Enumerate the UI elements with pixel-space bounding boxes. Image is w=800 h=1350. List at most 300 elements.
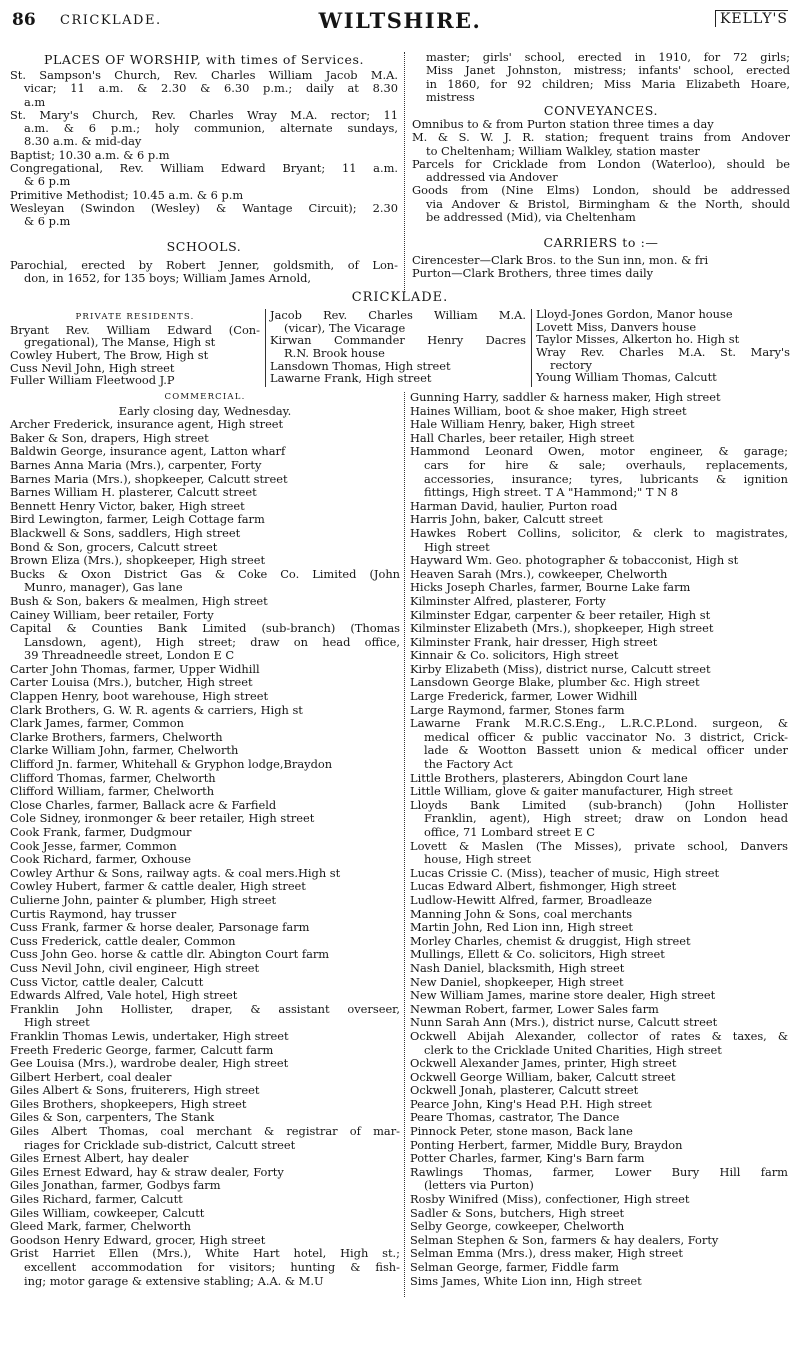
list-item [410, 921, 788, 935]
entry-line: Cuss Nevil John, civil engineer, High street [10, 960, 260, 975]
list-item [10, 1179, 400, 1193]
entry-line: Cook Frank, farmer, Dudgmour [10, 825, 192, 839]
entry-line: Ludlow-Hewitt Alfred, farmer, Broadleaze [410, 892, 653, 907]
entry-line: Cuss Frederick, cattle dealer, Common [10, 933, 236, 948]
list-item [10, 69, 398, 109]
entry-line: Clifford Jn. farmer, Whitehall & Gryphon lodge,Braydon [10, 757, 333, 772]
entry-continuation-line: via Andover & Bristol, Birmingham & the North, should [426, 196, 790, 211]
list-item [410, 1207, 788, 1221]
list-item [270, 372, 526, 385]
entry-line: Giles Albert Thomas, coal merchant & registrar of mar- [10, 1124, 400, 1139]
list-item [10, 717, 400, 731]
list-item [412, 118, 790, 131]
list-item [10, 785, 400, 799]
entry-line: Rawlings Thomas, farmer, Lower Bury Hill farm [410, 1164, 788, 1179]
list-item [10, 935, 400, 949]
list-item [10, 840, 400, 854]
entry-line: Cuss Nevil John, High street [10, 360, 175, 375]
list-item [10, 609, 400, 623]
schools-section [10, 240, 398, 286]
entry-line: Newman Robert, farmer, Lower Sales farm [410, 1001, 659, 1016]
entry-continuation-line: 8.30 a.m. & mid-day [24, 134, 142, 149]
entry-line: Gunning Harry, saddler & harness maker, High street [410, 390, 721, 404]
entry-line: Grist Harriet Ellen (Mrs.), White Hart hotel, High st.; [10, 1246, 400, 1261]
list-item [410, 595, 788, 609]
list-item [10, 1071, 400, 1085]
entry-line: Selman George, farmer, Fiddle farm [410, 1260, 619, 1274]
list-item [410, 636, 788, 650]
entry-line: Congregational, Rev. William Edward Bryant; 11 a.m. [10, 161, 398, 176]
list-item [10, 259, 398, 286]
entry-line: Hall Charles, beer retailer, High street [410, 430, 634, 445]
schools-continued [412, 51, 790, 104]
entry-continuation-line: High street [24, 1015, 90, 1030]
list-item [10, 880, 400, 894]
list-item [10, 1125, 400, 1152]
list-item [10, 744, 400, 758]
entry-continuation-line: rectory [550, 357, 592, 372]
running-head-place: CRICKLADE. [60, 13, 162, 28]
entry-line: Manning John & Sons, coal merchants [410, 906, 633, 921]
entry-line: Bond & Son, grocers, Calcutt street [10, 539, 218, 554]
entry-line: Harris John, baker, Calcutt street [410, 512, 603, 527]
private-residents-list-2 [270, 309, 526, 385]
list-item [10, 1247, 400, 1288]
entry-line: Ponting Herbert, farmer, Middle Bury, Braydon [410, 1137, 683, 1152]
entry-line: Goods from (Nine Elms) London, should be addressed [412, 183, 790, 198]
private-divider-1 [265, 309, 266, 387]
entry-line: Purton—Clark Brothers, three times daily [412, 266, 654, 281]
carriers-heading: CARRIERS to :— [543, 235, 659, 250]
list-item [410, 418, 788, 432]
list-item [410, 445, 788, 499]
entry-line: Ockwell George William, baker, Calcutt street [410, 1069, 676, 1084]
list-item [10, 418, 400, 432]
entry-line: Goodson Henry Edward, grocer, High street [10, 1232, 266, 1247]
entry-line: Freeth Frederic George, farmer, Calcutt farm [10, 1042, 274, 1057]
commercial-right-column [410, 391, 788, 1288]
list-item [10, 568, 400, 595]
entry-line: Kilminster Alfred, plasterer, Forty [410, 593, 606, 608]
list-item [10, 554, 400, 568]
list-item [410, 690, 788, 704]
worship-list [10, 69, 398, 229]
entry-line: Giles Albert & Sons, fruiterers, High street [10, 1083, 260, 1098]
list-item [10, 758, 400, 772]
entry-line: Mullings, Ellett & Co. solicitors, High street [410, 947, 665, 962]
entry-continuation-line: gregational), The Manse, High st [24, 335, 216, 350]
list-item [10, 908, 400, 922]
entry-line: Cowley Arthur & Sons, railway agts. & coal mers.High st [10, 865, 341, 880]
list-item [410, 568, 788, 582]
list-item [410, 1016, 788, 1030]
list-item [10, 374, 260, 387]
entry-line: Cowley Hubert, farmer & cattle dealer, High street [10, 879, 306, 894]
entry-line: Sims James, White Lion inn, High street [410, 1273, 642, 1288]
entry-line: Baker & Son, drapers, High street [10, 430, 209, 445]
entry-line: Bird Lewington, farmer, Leigh Cottage farm [10, 512, 265, 527]
entry-line: Lloyd-Jones Gordon, Manor house [536, 307, 733, 321]
list-item [10, 432, 400, 446]
entry-line: Cook Richard, farmer, Oxhouse [10, 852, 191, 867]
list-item [410, 527, 788, 554]
list-item [410, 609, 788, 623]
list-item [410, 500, 788, 514]
list-item [410, 1152, 788, 1166]
list-item [10, 162, 398, 189]
entry-line: Omnibus to & from Purton station three times a day [412, 117, 714, 131]
entry-line: Franklin John Hollister, draper, & assistant overseer, [10, 1001, 400, 1016]
entry-line: Kilminster Frank, hair dresser, High street [410, 634, 658, 649]
entry-continuation-line: a.m [24, 94, 46, 109]
entry-line: Little Brothers, plasterers, Abingdon Court lane [410, 770, 688, 785]
list-item [410, 704, 788, 718]
entry-line: Gilbert Herbert, coal dealer [10, 1069, 172, 1084]
list-item [10, 622, 400, 663]
entry-line: St. Sampson's Church, Rev. Charles William Jacob M.A. [10, 68, 398, 82]
entry-line: Giles Ernest Edward, hay & straw dealer, Forty [10, 1164, 284, 1179]
list-item [270, 334, 526, 359]
entry-line: Giles Jonathan, farmer, Godbys farm [10, 1178, 221, 1193]
entry-continuation-line: a.m. & 6 p.m.; holy communion, alternate sundays, [24, 121, 398, 136]
list-item [410, 622, 788, 636]
entry-continuation-line: master; girls' school, erected in 1910, for 72 girls; [426, 50, 790, 64]
list-item [412, 158, 790, 185]
list-item [10, 731, 400, 745]
list-item [10, 1193, 400, 1207]
list-item [10, 109, 398, 149]
entry-line: Gleed Mark, farmer, Chelworth [10, 1219, 192, 1234]
entry-line: Parcels for Cricklade from London (Waterloo), should be [412, 156, 790, 171]
list-item [10, 1044, 400, 1058]
list-item [10, 473, 400, 487]
list-item [410, 1030, 788, 1057]
entry-line: Kilminster Elizabeth (Mrs.), shopkeeper, High street [410, 621, 714, 636]
entry-line: Baptist; 10.30 a.m. & 6 p.m [10, 147, 170, 162]
entry-line: Wesleyan (Swindon (Wesley) & Wantage Circuit); 2.30 [10, 200, 398, 215]
entry-line: Cuss John Geo. horse & cattle dlr. Abington Court farm [10, 947, 330, 962]
entry-line: Lovett Miss, Danvers house [536, 319, 697, 334]
entry-continuation-line: (letters via Purton) [424, 1178, 534, 1193]
private-residents-heading: PRIVATE RESIDENTS. [75, 312, 195, 322]
private-residents-col2 [270, 309, 526, 385]
entry-line: Lawarne Frank, High street [270, 371, 432, 386]
list-item [410, 880, 788, 894]
list-item [536, 371, 790, 384]
entry-line: Young William Thomas, Calcutt [536, 370, 717, 385]
list-item [410, 962, 788, 976]
carriers-section [412, 236, 790, 281]
entry-line: Baldwin George, insurance agent, Latton wharf [10, 444, 286, 459]
entry-continuation-line: mistress [426, 89, 475, 104]
list-item [10, 324, 260, 349]
list-item [412, 184, 790, 224]
list-item [10, 1152, 400, 1166]
entry-line: Lansdown Thomas, High street [270, 358, 451, 373]
schools-list [10, 259, 398, 286]
list-item [410, 1084, 788, 1098]
entry-line: Capital & Counties Bank Limited (sub-branch) (Thomas [10, 621, 400, 636]
entry-continuation-line: lade & Wootton Bassett union & medical officer under [424, 743, 788, 758]
entry-line: Edwards Alfred, Vale hotel, High street [10, 988, 238, 1003]
early-closing-note: Early closing day, Wednesday. [118, 403, 292, 418]
list-item [410, 1071, 788, 1085]
list-item [410, 840, 788, 867]
entry-continuation-line: Franklin, agent), High street; draw on London head [424, 811, 788, 826]
entry-continuation-line: to Cheltenham; William Walkley, station master [426, 143, 700, 158]
private-residents-list-1 [10, 324, 260, 387]
entry-line: Harman David, haulier, Purton road [410, 498, 618, 513]
conveyances-heading: CONVEYANCES. [543, 103, 659, 118]
entry-line: Gee Louisa (Mrs.), wardrobe dealer, High street [10, 1056, 289, 1071]
entry-line: Clark James, farmer, Common [10, 716, 184, 731]
entry-continuation-line: be addressed (Mid), via Cheltenham [426, 210, 636, 225]
list-item [10, 772, 400, 786]
entry-line: Clarke Brothers, farmers, Chelworth [10, 729, 223, 744]
list-item [410, 1247, 788, 1261]
entry-line: Bush & Son, bakers & mealmen, High street [10, 593, 268, 608]
entry-line: Lawarne Frank M.R.C.S.Eng., L.R.C.P.Lond. surgeon, & [410, 716, 788, 731]
entry-line: Brown Eliza (Mrs.), shopkeeper, High street [10, 553, 266, 568]
column-divider-top [404, 52, 405, 292]
entry-line: Bennett Henry Victor, baker, High street [10, 498, 245, 513]
list-item [410, 1125, 788, 1139]
entry-line: Selman Emma (Mrs.), dress maker, High street [410, 1246, 683, 1261]
list-item [412, 131, 790, 158]
list-item [10, 867, 400, 881]
list-item [410, 976, 788, 990]
list-item [410, 894, 788, 908]
list-item [410, 391, 788, 405]
entry-line: Kilminster Edgar, carpenter & beer retailer, High st [410, 607, 711, 622]
entry-line: Lloyds Bank Limited (sub-branch) (John Hollister [410, 797, 788, 812]
entry-line: New William James, marine store dealer, High street [410, 988, 716, 1003]
worship-heading: PLACES OF WORSHIP, with times of Services. [43, 52, 365, 67]
list-item [10, 853, 400, 867]
entry-line: Cainey William, beer retailer, Forty [10, 607, 214, 622]
list-item [410, 867, 788, 881]
list-item [536, 346, 790, 371]
list-item [410, 785, 788, 799]
list-item [10, 202, 398, 229]
worship-section [10, 53, 398, 229]
list-item [410, 1003, 788, 1017]
list-item [410, 649, 788, 663]
list-item [10, 1030, 400, 1044]
entry-line: Clark Brothers, G. W. R. agents & carriers, High st [10, 702, 303, 717]
entry-line: M. & S. W. J. R. station; frequent trains from Andover [412, 130, 790, 145]
list-item [10, 962, 400, 976]
entry-continuation-line: Lansdown, agent), High street; draw on head office, [24, 634, 400, 649]
entry-line: Ockwell Jonah, plasterer, Calcutt street [410, 1083, 639, 1098]
entry-continuation-line: ing; motor garage & extensive stabling; A.A. & M.U [24, 1273, 324, 1288]
private-residents-col1 [10, 311, 260, 387]
entry-line: Barnes Anna Maria (Mrs.), carpenter, Forty [10, 457, 262, 472]
list-item [410, 1275, 788, 1289]
list-item [10, 1003, 400, 1030]
list-item [410, 1220, 788, 1234]
entry-line: Culierne John, painter & plumber, High street [10, 892, 277, 907]
list-item [410, 989, 788, 1003]
list-item [10, 676, 400, 690]
list-item [410, 935, 788, 949]
private-residents-list-3 [536, 308, 790, 384]
entry-continuation-line: accessories, insurance; tyres, lubricants & ignition [424, 471, 788, 486]
entry-line: Bucks & Oxon District Gas & Coke Co. Limited (John [10, 566, 400, 581]
entry-line: Selby George, cowkeeper, Chelworth [410, 1219, 625, 1234]
list-item [410, 772, 788, 786]
list-item [270, 309, 526, 334]
entry-line: Barnes Maria (Mrs.), shopkeeper, Calcutt street [10, 471, 288, 486]
entry-line: Heaven Sarah (Mrs.), cowkeeper, Chelworth [410, 566, 668, 581]
list-item [10, 1111, 400, 1125]
list-item [10, 149, 398, 162]
entry-line: Clappen Henry, boot warehouse, High street [10, 689, 269, 704]
list-item [10, 812, 400, 826]
list-item [410, 663, 788, 677]
entry-line: Cowley Hubert, The Brow, High st [10, 348, 209, 363]
list-item [10, 704, 400, 718]
list-item [10, 1207, 400, 1221]
entry-line: St. Mary's Church, Rev. Charles Wray M.A. rector; 11 [10, 107, 398, 122]
list-item [10, 948, 400, 962]
list-item [410, 581, 788, 595]
entry-line: Morley Charles, chemist & druggist, High street [410, 933, 691, 948]
entry-line: Carter Louisa (Mrs.), butcher, High street [10, 675, 253, 690]
entry-line: Giles Richard, farmer, Calcutt [10, 1192, 183, 1207]
list-item [410, 405, 788, 419]
entry-line: Nunn Sarah Ann (Mrs.), district nurse, Calcutt street [410, 1015, 718, 1030]
entry-line: Potter Charles, farmer, King's Barn farm [410, 1151, 645, 1166]
entry-line: Little William, glove & gaiter manufacturer, High street [410, 784, 733, 799]
entry-line: Jacob Rev. Charles William M.A. [270, 308, 526, 322]
entry-continuation-line: house, High street [424, 852, 532, 867]
entry-line: Clarke William John, farmer, Chelworth [10, 743, 239, 758]
entry-continuation-line: office, 71 Lombard street E C [424, 825, 595, 839]
entry-continuation-line: fittings, High street. T A "Hammond;" T N 8 [424, 485, 678, 500]
list-item [410, 554, 788, 568]
entry-line: Hale William Henry, baker, High street [410, 417, 635, 432]
entry-line: Lucas Edward Albert, fishmonger, High street [410, 879, 677, 894]
entry-line: Cook Jesse, farmer, Common [10, 838, 177, 853]
list-item [10, 799, 400, 813]
entry-line: Large Frederick, farmer, Lower Widhill [410, 689, 638, 704]
entry-continuation-line: High street [424, 539, 490, 554]
entry-line: Cuss Victor, cattle dealer, Calcutt [10, 974, 204, 989]
list-item [10, 989, 400, 1003]
entry-line: Wray Rev. Charles M.A. St. Mary's [536, 345, 790, 360]
entry-line: Hicks Joseph Charles, farmer, Bourne Lake farm [410, 580, 691, 595]
entry-line: Franklin Thomas Lewis, undertaker, High street [10, 1028, 289, 1043]
cricklade-heading: CRICKLADE. [351, 290, 449, 305]
entry-line: Fuller William Fleetwood J.P [10, 373, 175, 388]
list-item [410, 1261, 788, 1275]
entry-continuation-line: R.N. Brook house [284, 346, 385, 361]
schools-continued-lines [412, 51, 790, 104]
commercial-heading: COMMERCIAL. [164, 392, 246, 402]
list-item [410, 908, 788, 922]
private-divider-2 [531, 309, 532, 387]
entry-line: Kirby Elizabeth (Miss), district nurse, Calcutt street [410, 661, 711, 676]
private-residents-col3 [536, 308, 790, 384]
entry-continuation-line: 39 Threadneedle street, London E C [24, 648, 235, 663]
commercial-list-right [410, 391, 788, 1288]
entry-line: Cole Sidney, ironmonger & beer retailer, High street [10, 811, 315, 826]
list-item [410, 1234, 788, 1248]
list-item [10, 1166, 400, 1180]
schools-heading: SCHOOLS. [166, 239, 242, 254]
entry-continuation-line: clerk to the Cricklade United Charities, High street [424, 1042, 722, 1057]
entry-line: Ockwell Alexander James, printer, High street [410, 1056, 677, 1071]
entry-continuation-line: don, in 1652, for 135 boys; William James Arnold, [24, 271, 312, 286]
list-item [10, 349, 260, 362]
list-item [410, 1057, 788, 1071]
entry-continuation-line: (vicar), The Vicarage [284, 320, 406, 335]
entry-continuation-line: vicar; 11 a.m. & 2.30 & 6.30 p.m.; daily at 8.30 [24, 81, 398, 96]
list-item [10, 189, 398, 202]
entry-continuation-line: in 1860, for 92 children; Miss Maria Elizabeth Hoare, [426, 76, 790, 91]
entry-line: Lucas Crissie C. (Miss), teacher of music, High street [410, 865, 720, 880]
list-item [410, 799, 788, 840]
entry-continuation-line: the Factory Act [424, 757, 513, 772]
entry-line: Primitive Methodist; 10.45 a.m. & 6 p.m [10, 187, 244, 202]
list-item [10, 1098, 400, 1112]
list-item [410, 948, 788, 962]
entry-continuation-line: medical officer & public vaccinator No. 3 district, Crick- [424, 729, 788, 744]
entry-line: Barnes William H. plasterer, Calcutt street [10, 485, 257, 500]
entry-continuation-line: cars for hire & sale; overhauls, replacements, [424, 457, 788, 472]
list-item [10, 527, 400, 541]
list-item [10, 1057, 400, 1071]
entry-line: Sadler & Sons, butchers, High street [410, 1205, 625, 1220]
entry-continuation-line: & 6 p.m [24, 214, 71, 229]
entry-continuation-line: excellent accommodation for visitors; hunting & fish- [24, 1260, 400, 1274]
list-item [410, 1166, 788, 1193]
list-item [10, 513, 400, 527]
entry-continuation-line: addressed via Andover [426, 170, 558, 185]
list-item [410, 1111, 788, 1125]
conveyances-section [412, 104, 790, 224]
entry-line: Curtis Raymond, hay trusser [10, 906, 177, 921]
entry-line: Haines William, boot & shoe maker, High street [410, 403, 687, 418]
list-item [410, 1098, 788, 1112]
entry-line: Giles Brothers, shopkeepers, High street [10, 1096, 247, 1111]
entry-line: Kinnair & Co. solicitors, High street [410, 648, 619, 663]
entry-line: Cirencester—Clark Bros. to the Sun inn, mon. & fri [412, 253, 709, 267]
list-item [10, 500, 400, 514]
entry-line: Parochial, erected by Robert Jenner, goldsmith, of Lon- [10, 258, 398, 272]
column-divider-commercial [404, 392, 405, 1297]
list-item [536, 308, 790, 321]
list-item [10, 445, 400, 459]
entry-line: Peare Thomas, castrator, The Dance [410, 1110, 620, 1125]
entry-line: Giles Ernest Albert, hay dealer [10, 1151, 189, 1166]
list-item [10, 690, 400, 704]
entry-line: Hammond Leonard Owen, motor engineer, & garage; [410, 444, 788, 459]
running-head-publisher: KELLY'S [715, 10, 788, 27]
carriers-list [412, 254, 790, 281]
list-item [10, 894, 400, 908]
entry-line: Clifford William, farmer, Chelworth [10, 784, 215, 799]
entry-line: Pearce John, King's Head P.H. High street [410, 1096, 652, 1111]
entry-line: Martin John, Red Lion inn, High street [410, 920, 633, 935]
running-head-county: WILTSHIRE. [318, 8, 482, 33]
entry-line: Selman Stephen & Son, farmers & hay dealers, Forty [410, 1232, 719, 1247]
entry-line: Close Charles, farmer, Ballack acre & Farfield [10, 797, 277, 812]
entry-line: Rosby Winifred (Miss), confectioner, High street [410, 1192, 690, 1207]
entry-line: Nash Daniel, blacksmith, High street [410, 960, 625, 975]
list-item [10, 921, 400, 935]
